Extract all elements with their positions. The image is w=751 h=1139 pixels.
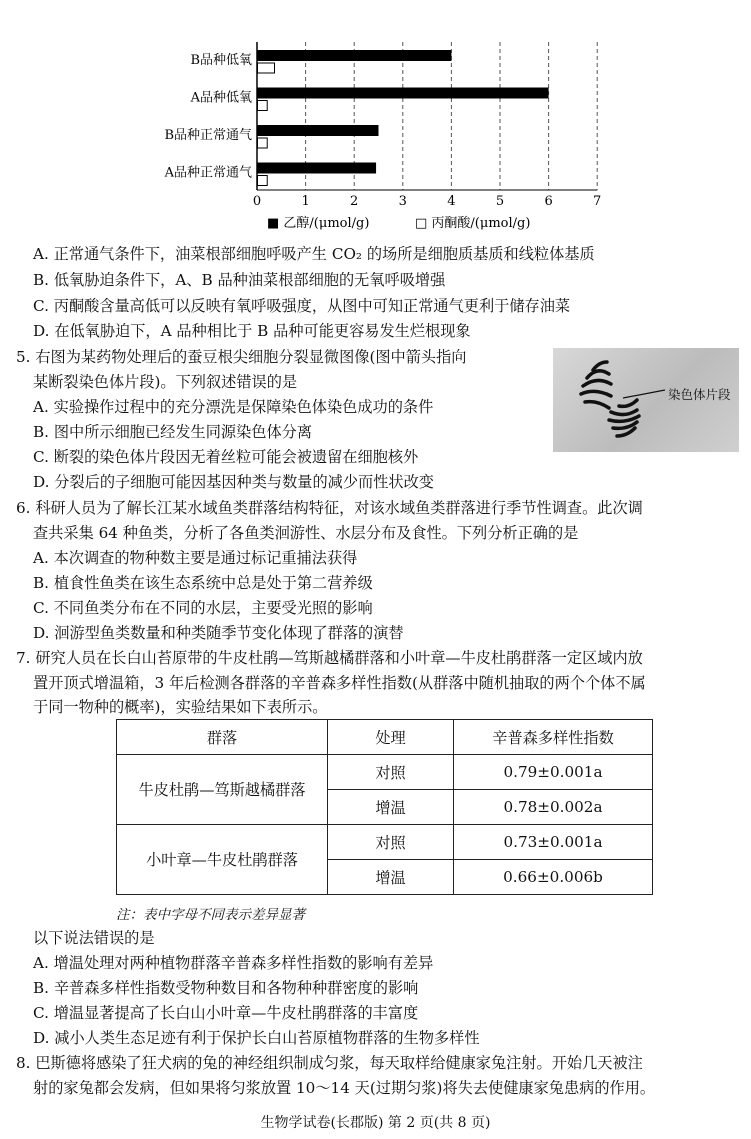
q6-option-a: A. 本次调查的物种数主要是通过标记重捕法获得 (33, 549, 358, 567)
q7-option-d: D. 减小人类生态足迹有利于保护长白山苔原植物群落的生物多样性 (33, 1029, 480, 1047)
bar-ethanol (257, 88, 549, 99)
bar-chart (140, 30, 620, 240)
x-tick-label: 1 (301, 194, 310, 209)
q8-stem-line2: 射的家兔都会发病，但如果将匀浆放置 10～14 天(过期匀浆)将失去使健康家兔患病的作用。 (33, 1079, 656, 1097)
x-tick-label: 7 (593, 194, 602, 209)
table-cell-value: 0.79±0.001a (454, 755, 653, 790)
table-cell-treatment: 增温 (328, 790, 454, 825)
q5-option-d: D. 分裂后的子细胞可能因基因种类与数量的减少而性状改变 (33, 473, 434, 491)
x-tick-label: 2 (350, 194, 359, 209)
legend-ethanol: ■ 乙醇/(μmol/g) (267, 216, 370, 231)
table-header: 群落 (117, 720, 328, 755)
table-header-row (117, 720, 653, 755)
q7-option-a: A. 增温处理对两种植物群落辛普森多样性指数的影响有差异 (33, 954, 434, 972)
q6-stem-line2: 查共采集 64 种鱼类，分析了各鱼类洄游性、水层分布及食性。下列分析正确的是 (33, 524, 579, 542)
q7-option-c: C. 增温显著提高了长白山小叶章—牛皮杜鹃群落的丰富度 (33, 1004, 419, 1022)
bar-pyruvate (258, 101, 268, 111)
bar-ethanol (257, 125, 379, 136)
category-label: B品种低氧 (190, 53, 252, 68)
diversity-table (116, 719, 653, 895)
table-cell-treatment: 对照 (328, 755, 454, 790)
table-cell-community: 牛皮杜鹃—笃斯越橘群落 (117, 755, 328, 825)
q6-option-d: D. 洄游型鱼类数量和种类随季节变化体现了群落的演替 (33, 624, 404, 642)
legend-pyruvate: □ 丙酮酸/(μmol/g) (415, 216, 531, 231)
category-label: A品种正常通气 (164, 165, 252, 181)
q6-option-b: B. 植食性鱼类在该生态系统中总是处于第二营养级 (33, 574, 373, 592)
q5-option-b: B. 图中所示细胞已经发生同源染色体分离 (33, 423, 313, 441)
table-cell-treatment: 对照 (328, 825, 454, 860)
table-cell-value: 0.73±0.001a (454, 825, 653, 860)
q7-question: 以下说法错误的是 (33, 929, 155, 947)
table-cell-value: 0.66±0.006b (454, 860, 653, 895)
q5-stem-line2: 某断裂染色体片段)。下列叙述错误的是 (33, 373, 298, 391)
bar-ethanol (257, 163, 376, 174)
table-note: 注：表中字母不同表示差异显著 (116, 907, 305, 923)
x-tick-label: 5 (495, 194, 505, 209)
q5-option-c: C. 断裂的染色体片段因无着丝粒可能会被遗留在细胞核外 (33, 448, 419, 466)
category-label: A品种低氧 (190, 90, 252, 106)
q4-option-d: D. 在低氧胁迫下，A 品种相比于 B 品种可能更容易发生烂根现象 (33, 322, 471, 340)
bar-pyruvate (258, 176, 268, 186)
bar-pyruvate (258, 63, 275, 73)
table-row (117, 825, 653, 860)
q4-option-b: B. 低氧胁迫条件下，A、B 品种油菜根部细胞的无氧呼吸增强 (33, 271, 446, 289)
q6-option-c: C. 不同鱼类分布在不同的水层，主要受光照的影响 (33, 599, 373, 617)
q4-option-a: A. 正常通气条件下，油菜根部细胞呼吸产生 CO₂ 的场所是细胞质基质和线粒体基质 (33, 245, 595, 263)
x-tick-label: 4 (447, 194, 456, 209)
bar-ethanol (257, 50, 451, 61)
table-header: 辛普森多样性指数 (454, 720, 653, 755)
q4-option-c: C. 丙酮酸含量高低可以反映有氧呼吸强度，从图中可知正常通气更利于储存油菜 (33, 297, 571, 315)
table-row (117, 755, 653, 790)
q7-stem-line1: 7. 研究人员在长白山苔原带的牛皮杜鹃—笃斯越橘群落和小叶章—牛皮杜鹃群落一定区域内放 (16, 649, 643, 667)
q5-stem-line1: 5. 右图为某药物处理后的蚕豆根尖细胞分裂显微图像(图中箭头指向 (16, 348, 467, 366)
page-footer: 生物学试卷(长郡版) 第 2 页(共 8 页) (260, 1115, 491, 1131)
table-header: 处理 (328, 720, 454, 755)
q7-option-b: B. 辛普森多样性指数受物种数目和各物种种群密度的影响 (33, 979, 419, 997)
q7-stem-line3: 于同一物种的概率)，实验结果如下表所示。 (33, 698, 328, 716)
q5-option-a: A. 实验操作过程中的充分漂洗是保障染色体染色成功的条件 (33, 398, 434, 416)
chromosome-fragment-label: 染色体片段 (668, 387, 731, 402)
q7-stem-line2: 置开顶式增温箱，3 年后检测各群落的辛普森多样性指数(从群落中随机抽取的两个个体不属 (33, 674, 646, 692)
x-tick-label: 6 (544, 194, 553, 209)
q8-stem-line1: 8. 巴斯德将感染了狂犬病的兔的神经组织制成匀浆，每天取样给健康家兔注射。开始几天被注 (16, 1054, 643, 1072)
x-tick-label: 3 (398, 194, 407, 209)
table-cell-value: 0.78±0.002a (454, 790, 653, 825)
q6-stem-line1: 6. 科研人员为了解长江某水域鱼类群落结构特征，对该水域鱼类群落进行季节性调查。此次调 (16, 499, 643, 517)
category-label: B品种正常通气 (164, 128, 252, 143)
x-tick-label: 0 (252, 194, 262, 209)
bar-pyruvate (258, 138, 268, 148)
table-cell-treatment: 增温 (328, 860, 454, 895)
table-cell-community: 小叶章—牛皮杜鹃群落 (117, 825, 328, 895)
